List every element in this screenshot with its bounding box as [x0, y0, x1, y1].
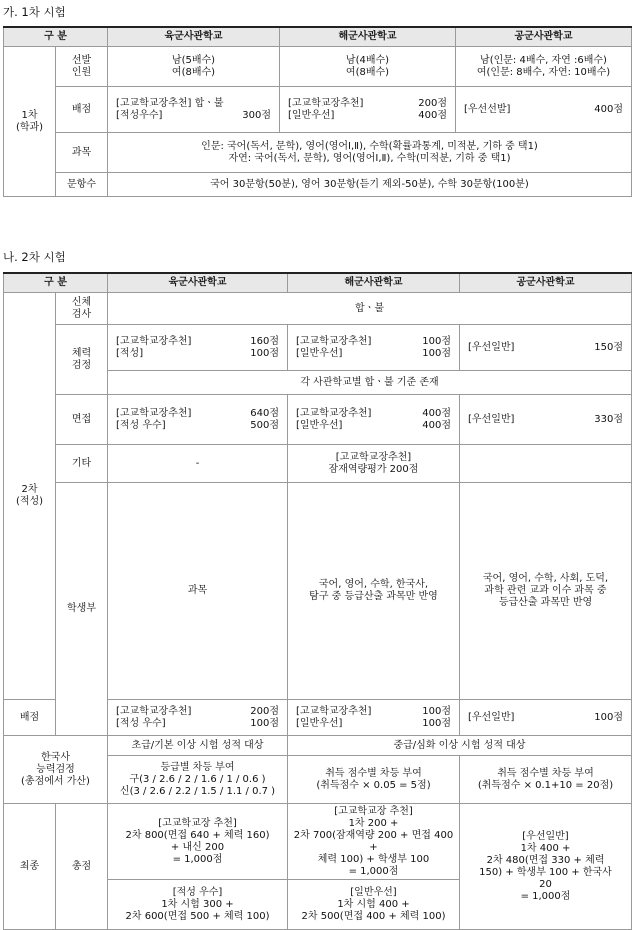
fitness-note: 각 사관학교별 합ㆍ불 기준 존재 — [108, 371, 632, 395]
record-air-key: [우선일반] — [468, 711, 515, 723]
fitness-air — [460, 325, 632, 371]
interview-navy-key1: [고교학교장추천] — [296, 407, 372, 419]
score-navy-val2: 400점 — [418, 109, 447, 121]
record-score-army — [108, 700, 288, 736]
interview-label: 면접 — [56, 395, 108, 445]
score-army-line1 — [110, 98, 277, 110]
header-navy-2: 해군사관학교 — [288, 273, 460, 293]
record-air-val: 100점 — [594, 711, 623, 723]
final-row-a — [4, 804, 632, 880]
etc-navy: [고교학교장추천] 잠재역량평가 200점 — [288, 445, 460, 483]
fitness-air-key: [우선일반] — [468, 341, 515, 353]
selection-label: 선발 인원 — [56, 47, 108, 87]
exam-1-table — [3, 26, 632, 197]
record-score-label: 배점 — [4, 700, 56, 736]
fitness-label: 체력 검정 — [56, 325, 108, 395]
record-subject-label: 과목 — [108, 483, 288, 700]
fitness-army-key1: [고교학교장추천] — [116, 335, 192, 347]
subject-row — [4, 133, 632, 173]
body-check-label: 신체 검사 — [56, 293, 108, 325]
fitness-row — [4, 325, 632, 371]
selection-air: 남(인문: 4배수, 자연 :6배수) 여(인문: 8배수, 자연: 10배수) — [456, 47, 632, 87]
score-army-line2 — [110, 110, 277, 122]
score-army — [108, 87, 280, 133]
score-navy-val1: 200점 — [418, 97, 447, 109]
record-stage: 학생부 — [56, 483, 108, 736]
interview-navy-key2: [일반우선] — [296, 419, 343, 431]
final-label: 총점 — [56, 804, 108, 930]
interview-army — [108, 395, 288, 445]
interview-navy-line1 — [290, 408, 457, 420]
record-army-val2: 100점 — [250, 717, 279, 729]
history-stage: 한국사 능력검정 (총점에서 가산) — [4, 736, 108, 804]
final-army-b: [적성 우수] 1차 시험 300 + 2차 600(면접 500 + 체력 100) — [108, 880, 288, 930]
fitness-army-val1: 160점 — [250, 335, 279, 347]
subject-label: 과목 — [56, 133, 108, 173]
score-air — [456, 87, 632, 133]
stage-1-label: 1차 (학과) — [4, 47, 56, 197]
record-army-line1 — [110, 706, 285, 718]
interview-army-key2: [적성 우수] — [116, 419, 166, 431]
score-army-key1: [고교학교장추천] 합ㆍ불 — [116, 97, 224, 109]
section-2-title: 나. 2차 시험 — [3, 250, 66, 264]
record-navy-key1: [고교학교장추천] — [296, 705, 372, 717]
record-army-key2: [적성 우수] — [116, 717, 166, 729]
history-air-text: 취득 점수별 차등 부여 (취득점수 × 0.1+10 = 20점) — [460, 756, 632, 804]
history-navy-air-head: 중급/심화 이상 시험 성적 대상 — [288, 736, 632, 756]
score-air-key: [우선선발] — [464, 103, 511, 115]
interview-air-key: [우선일반] — [468, 413, 515, 425]
etc-air — [460, 445, 632, 483]
record-score-air — [460, 700, 632, 736]
score-navy-key2: [일반우선] — [288, 109, 335, 121]
selection-row — [4, 47, 632, 87]
etc-row — [4, 445, 632, 483]
fitness-navy-key1: [고교학교장추천] — [296, 335, 372, 347]
fitness-air-line — [462, 342, 629, 354]
record-air-line — [462, 712, 629, 724]
fitness-navy-key2: [일반우선] — [296, 347, 343, 359]
interview-navy — [288, 395, 460, 445]
header-division-2: 구 분 — [4, 273, 108, 293]
history-army-head: 초급/기본 이상 시험 성적 대상 — [108, 736, 288, 756]
fitness-army-line2 — [110, 348, 285, 360]
fitness-navy-val1: 100점 — [422, 335, 451, 347]
history-army-text: 등급별 차등 부여 구(3 / 2.6 / 2 / 1.6 / 1 / 0.6 ) 신(3 / 2.6 / 2.2 / 1.5 / 1.1 / 0.7 ) — [108, 756, 288, 804]
score-air-line — [458, 104, 629, 116]
questions-label: 문항수 — [56, 173, 108, 197]
interview-navy-val2: 400점 — [422, 419, 451, 431]
questions-row — [4, 173, 632, 197]
record-army-key1: [고교학교장추천] — [116, 705, 192, 717]
score-army-key2: [적성우수] — [116, 109, 163, 121]
interview-army-key1: [고교학교장추천] — [116, 407, 192, 419]
fitness-navy-val2: 100점 — [422, 347, 451, 359]
interview-army-line2 — [110, 420, 285, 432]
questions-text: 국어 30문항(50분), 영어 30문항(듣기 제외-50분), 수학 30문항(100분) — [108, 173, 632, 197]
selection-navy: 남(4배수) 여(8배수) — [280, 47, 456, 87]
fitness-army-line1 — [110, 336, 285, 348]
final-navy-b: [일반우선] 1차 시험 400 + 2차 500(면접 400 + 체력 100) — [288, 880, 460, 930]
score-row — [4, 87, 632, 133]
interview-air — [460, 395, 632, 445]
interview-row — [4, 395, 632, 445]
etc-army: - — [108, 445, 288, 483]
score-navy — [280, 87, 456, 133]
interview-navy-line2 — [290, 420, 457, 432]
score-navy-key1: [고교학교장추천] — [288, 97, 364, 109]
interview-air-val: 330점 — [594, 413, 623, 425]
header-army: 육군사관학교 — [108, 27, 280, 47]
record-subject-army: 국어, 영어, 수학, 한국사, 탐구 중 등급산출 과목만 반영 — [288, 483, 460, 700]
record-navy-val2: 100점 — [422, 717, 451, 729]
final-stage: 최종 — [4, 804, 56, 930]
header-air: 공군사관학교 — [456, 27, 632, 47]
fitness-navy-line1 — [290, 336, 457, 348]
selection-army: 남(5배수) 여(8배수) — [108, 47, 280, 87]
fitness-army-key2: [적성] — [116, 347, 144, 359]
record-score-navy — [288, 700, 460, 736]
final-army-a: [고교학교장 추천] 2차 800(면접 640 + 체력 160) + 내신 200 = 1,000점 — [108, 804, 288, 880]
interview-army-line1 — [110, 408, 285, 420]
score-navy-line2 — [282, 110, 453, 122]
final-air: [우선일반] 1차 400 + 2차 480(면접 330 + 체력 150) + 학생부 100 + 한국사 20 = 1,000점 — [460, 804, 632, 930]
record-army-line2 — [110, 718, 285, 730]
fitness-navy — [288, 325, 460, 371]
record-navy-key2: [일반우선] — [296, 717, 343, 729]
score-navy-line1 — [282, 98, 453, 110]
subject-text: 인문: 국어(독서, 문학), 영어(영어Ⅰ,Ⅱ), 수학(확률과통계, 미적분, 기하 중 택1) 자연: 국어(독서, 문학), 영어(영어Ⅰ,Ⅱ), 수학(미적분, 기하 중 택1) — [108, 133, 632, 173]
history-head-row — [4, 736, 632, 756]
header-navy: 해군사관학교 — [280, 27, 456, 47]
interview-army-val1: 640점 — [250, 407, 279, 419]
fitness-army-val2: 100점 — [250, 347, 279, 359]
header-row-2 — [4, 273, 632, 293]
fitness-army — [108, 325, 288, 371]
fitness-navy-line2 — [290, 348, 457, 360]
score-label: 배점 — [56, 87, 108, 133]
interview-air-line — [462, 414, 629, 426]
record-subject-navy: 국어, 영어, 수학, 사회, 도덕, 과학 관련 교과 이수 과목 중 등급산출 과목만 반영 — [460, 483, 632, 700]
final-navy-a: [고교학교장 추천] 1차 200 + 2차 700(잠재역량 200 + 면접 400 + 체력 100) + 학생부 100 = 1,000점 — [288, 804, 460, 880]
exam-2-table — [3, 272, 632, 930]
etc-label: 기타 — [56, 445, 108, 483]
stage-2-label: 2차 (적성) — [4, 293, 56, 700]
header-row — [4, 27, 632, 47]
fitness-air-val: 150점 — [594, 341, 623, 353]
record-navy-val1: 100점 — [422, 705, 451, 717]
history-navy-text: 취득 점수별 차등 부여 (취득점수 × 0.05 = 5점) — [288, 756, 460, 804]
record-army-val1: 200점 — [250, 705, 279, 717]
record-navy-line2 — [290, 718, 457, 730]
score-air-val: 400점 — [594, 103, 623, 115]
section-1-title: 가. 1차 시험 — [3, 5, 66, 19]
interview-army-val2: 500점 — [250, 419, 279, 431]
record-navy-line1 — [290, 706, 457, 718]
record-subject-row — [4, 483, 632, 700]
body-check-row — [4, 293, 632, 325]
interview-navy-val1: 400점 — [422, 407, 451, 419]
header-air-2: 공군사관학교 — [460, 273, 632, 293]
header-army-2: 육군사관학교 — [108, 273, 288, 293]
score-army-val2: 300점 — [242, 109, 271, 121]
header-division: 구 분 — [4, 27, 108, 47]
body-check-text: 합ㆍ불 — [108, 293, 632, 325]
